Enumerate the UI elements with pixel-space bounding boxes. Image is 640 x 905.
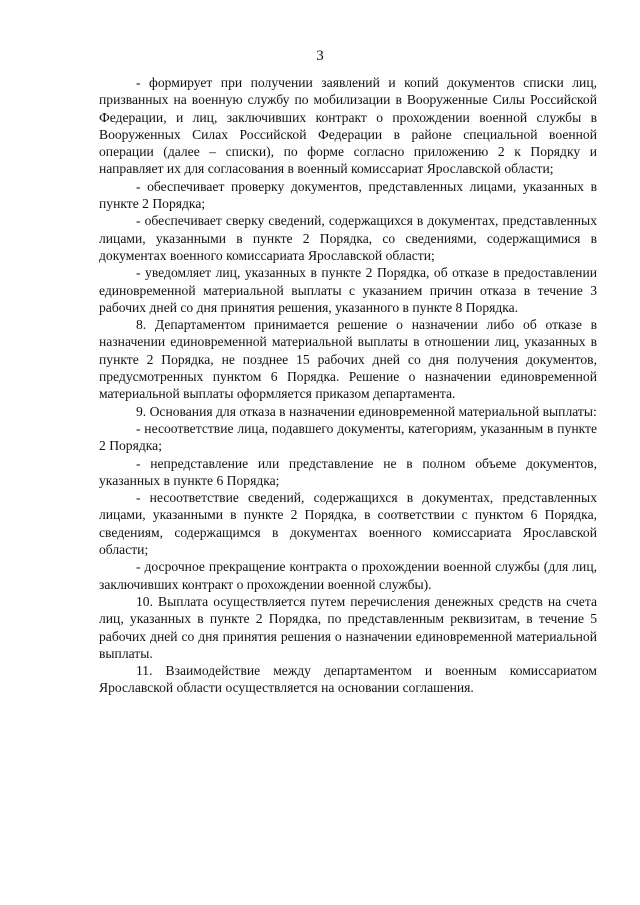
paragraph-ground-category-mismatch: - несоответствие лица, подавшего документы, категориям, указанным в пункте 2 Порядка; (99, 420, 597, 454)
page-number: 3 (316, 48, 324, 64)
paragraph-data-reconciliation: - обеспечивает сверку сведений, содержащихся в документах, представленных лицами, указанными в пункте 2 Порядка, со сведениями, содержащимися в документах военного комиссариата Ярославской области; (99, 213, 597, 263)
paragraph-ground-incomplete-documents: - непредставление или представление не в полном объеме документов, указанных в пункте 6 Порядка; (99, 455, 597, 488)
paragraph-ground-early-termination: - досрочное прекращение контракта о прохождении военной службы (для лиц, заключивших контракт о прохождении военной службы). (99, 559, 597, 592)
paragraph-item-8-decision: 8. Департаментом принимается решение о назначении либо об отказе в назначении единовременной материальной выплаты в отношении лиц, указанных в пункте 2 Порядка, не позднее 15 рабочих дней со дня получения документов, предусмотренных пунктом 6 Порядка. Решение о назначении единовременной материальной выплаты оформляется приказом департамента. (99, 317, 597, 402)
paragraph-item-9-refusal-grounds: 9. Основания для отказа в назначении единовременной материальной выплаты: (136, 403, 597, 419)
document-body (99, 74, 597, 697)
paragraph-item-11-interaction: 11. Взаимодействие между департаментом и военным комиссариатом Ярославской области осуществляется на основании соглашения. (99, 663, 597, 696)
paragraph-forms-lists: - формирует при получении заявлений и копий документов списки лиц, призванных на военную службу по мобилизации в Вооруженные Силы Российской Федерации, и лиц, заключивших контракт о прохождении военной службы в Вооруженных Силах Российской Федерации в районе специальной военной операции (далее – списки), по форме согласно приложению 2 к Порядку и направляет их для согласования в военный комиссариат Ярославской области; (99, 75, 597, 177)
paragraph-ground-data-mismatch: - несоответствие сведений, содержащихся в документах, представленных лицами, указанными в пункте 2 Порядка, в соответствии с пунктом 6 Порядка, сведениям, содержащимся в документах военного комиссариата Ярославской области; (99, 490, 597, 558)
paragraph-item-10-payment: 10. Выплата осуществляется путем перечисления денежных средств на счета лиц, указанных в пункте 2 Порядка, по представленным реквизитам, в течение 5 рабочих дней со дня принятия решения о назначении единовременной материальной выплаты. (99, 593, 597, 661)
paragraph-document-check: - обеспечивает проверку документов, представленных лицами, указанных в пункте 2 Порядка; (99, 178, 597, 212)
paragraph-refusal-notice: - уведомляет лиц, указанных в пункте 2 Порядка, об отказе в предоставлении единовременной материальной выплаты с указанием причин отказа в течение 3 рабочих дней со дня принятия решения, указанного в пункте 8 Порядка. (99, 265, 597, 315)
